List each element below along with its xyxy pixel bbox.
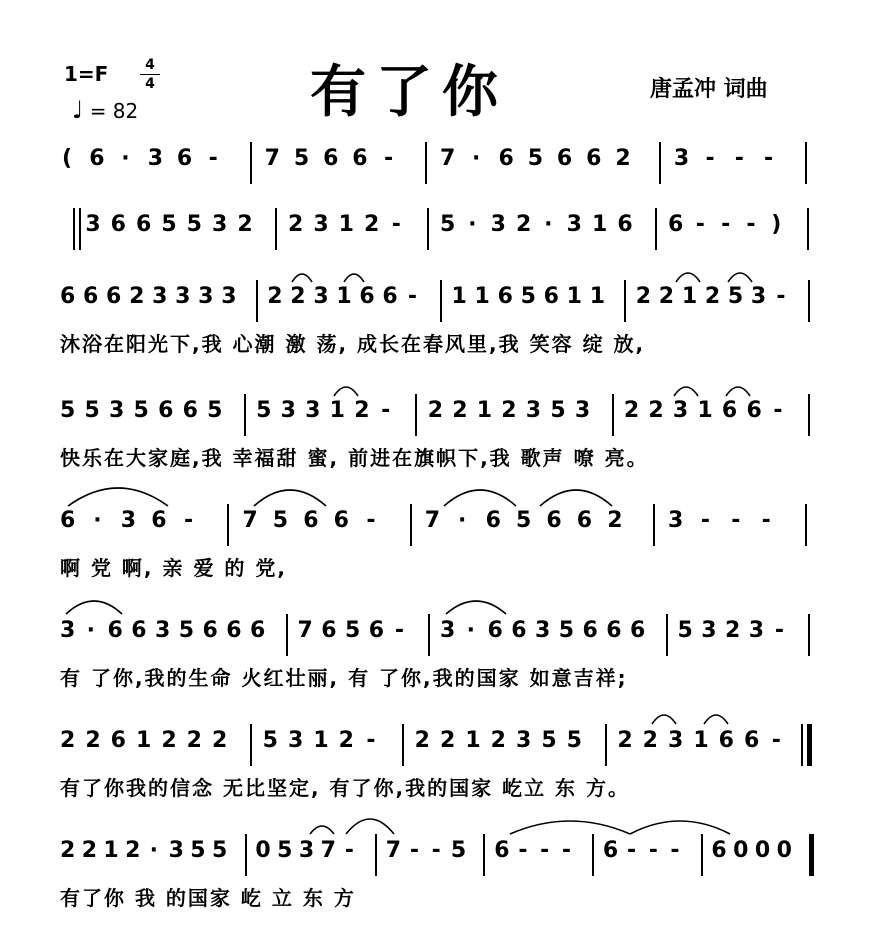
score-note: 5 xyxy=(558,618,575,643)
score-note: - xyxy=(731,508,741,533)
score-note: 2 xyxy=(635,284,652,309)
meter-top: 4 xyxy=(145,57,155,73)
score-note: 1 xyxy=(451,284,467,309)
score-note: 3 xyxy=(298,838,315,863)
score-note: - xyxy=(774,618,785,643)
score-note: 2 xyxy=(288,212,304,237)
score-note: - xyxy=(773,398,783,423)
score-note: 6 xyxy=(382,284,398,309)
score-note: 6 xyxy=(107,618,123,643)
score-note: 2 xyxy=(658,284,675,309)
score-note: 5 xyxy=(186,212,202,237)
score-note: 6 xyxy=(485,508,501,533)
score-note: 2 xyxy=(642,728,658,753)
score-note: 3 xyxy=(313,212,329,237)
score-note: 5 xyxy=(256,398,272,423)
score-note: 6 xyxy=(226,618,242,643)
score-note: · xyxy=(86,618,95,643)
score-note: 2 xyxy=(648,398,664,423)
lyric-line-6: 有 了你,我的生命 火红壮丽, 有 了你,我的国家 如意吉祥; xyxy=(60,666,628,690)
score-note: 6 xyxy=(359,284,375,309)
score-note: 5 xyxy=(262,728,278,753)
score-note: 5 xyxy=(207,398,223,423)
score-note: 2 xyxy=(125,838,141,863)
score-note: 6 xyxy=(333,508,349,533)
score-note: 1 xyxy=(476,398,493,423)
score-note: 3 xyxy=(120,508,137,533)
score-note: · xyxy=(472,146,481,171)
score-note: - xyxy=(761,508,771,533)
score-note: 7 xyxy=(385,838,402,863)
score-note: 6 xyxy=(746,398,762,423)
score-note: 3 xyxy=(574,398,591,423)
score-note: 2 xyxy=(617,728,633,753)
score-note: 7 xyxy=(424,508,441,533)
score-note: 6 xyxy=(176,146,193,171)
score-note: 3 xyxy=(566,212,582,237)
score-note: 3 xyxy=(490,212,506,237)
score-note: 6 xyxy=(368,618,385,643)
score-note: 2 xyxy=(267,284,283,309)
score-note: 2 xyxy=(725,618,741,643)
score-note: 5 xyxy=(566,728,582,753)
score-note: 0 xyxy=(776,838,792,863)
score-note: - xyxy=(746,212,756,237)
score-note: 2 xyxy=(440,728,456,753)
meter-bottom: 4 xyxy=(145,76,155,92)
score-note: 2 xyxy=(427,398,444,423)
quarter-note-icon: ♩ xyxy=(72,96,84,124)
score-note: 7 xyxy=(320,838,336,863)
score-note: - xyxy=(381,398,391,423)
score-note: · xyxy=(458,508,467,533)
score-note: 0 xyxy=(255,838,271,863)
score-note: 6 xyxy=(711,838,727,863)
score-note: 1 xyxy=(103,838,119,863)
score-note: 0 xyxy=(733,838,749,863)
score-note: 0 xyxy=(754,838,771,863)
score-note: 5 xyxy=(527,146,543,171)
score-note: 6 xyxy=(668,212,684,237)
score-note: 6 xyxy=(83,284,99,309)
score-note: 3 xyxy=(668,728,684,753)
key-signature: 1=F xyxy=(64,62,109,86)
score-note: 3 xyxy=(535,618,551,643)
score-note: - xyxy=(705,146,715,171)
score-note: 1 xyxy=(313,728,329,753)
score-note: 6 xyxy=(721,398,738,423)
score-note: 1 xyxy=(136,728,152,753)
score-note: 6 xyxy=(136,212,152,237)
score-note: - xyxy=(366,508,376,533)
score-note: · xyxy=(544,212,553,237)
score-note: - xyxy=(700,508,710,533)
score-note: 2 xyxy=(85,728,101,753)
score-note: 6 xyxy=(498,146,514,171)
score-note: - xyxy=(540,838,550,863)
score-note: 3 xyxy=(147,146,163,171)
score-note: 5 xyxy=(550,398,566,423)
score-note: 5 xyxy=(178,618,195,643)
score-note: 6 xyxy=(556,146,573,171)
tempo-value: = 82 xyxy=(89,99,139,123)
score-note: 6 xyxy=(323,146,339,171)
score-note: 6 xyxy=(202,618,218,643)
score-note: 5 xyxy=(450,838,467,863)
score-note: 1 xyxy=(681,284,698,309)
score-note: 3 xyxy=(305,398,321,423)
score-note: 7 xyxy=(242,508,258,533)
score-note: 3 xyxy=(152,284,168,309)
score-note: 3 xyxy=(313,284,329,309)
score-note: 3 xyxy=(525,398,542,423)
score-note: 2 xyxy=(212,728,228,753)
score-note: 6 xyxy=(576,508,593,533)
score-note: 2 xyxy=(290,284,306,309)
score-note: - xyxy=(409,838,419,863)
score-note: 5 xyxy=(727,284,744,309)
score-note: 6 xyxy=(494,838,510,863)
score-note: 2 xyxy=(516,212,532,237)
score-note: - xyxy=(763,146,774,171)
lyric-line-4: 快乐在大家庭,我 幸福甜 蜜, 前进在旗帜下,我 歌声 嘹 亮。 xyxy=(60,446,649,470)
score-note: 6 xyxy=(352,146,368,171)
score-note: · xyxy=(149,838,159,863)
score-note: 5 xyxy=(277,838,293,863)
score-note: · xyxy=(466,618,475,643)
lyric-line-7: 有了你我的信念 无比坚定, 有了你,我的国家 屹立 东 方。 xyxy=(60,776,631,800)
score-note: 6 xyxy=(250,618,266,643)
song-title: 有了你 xyxy=(310,60,508,125)
score-note: 5 xyxy=(677,618,693,643)
score-note: 6 xyxy=(60,508,76,533)
score-note: · xyxy=(93,508,102,533)
score-note: 3 xyxy=(168,838,184,863)
score-note: ( xyxy=(61,146,73,171)
score-note: - xyxy=(734,146,744,171)
song-author: 唐孟冲 词曲 xyxy=(650,77,768,102)
score-note: 2 xyxy=(414,728,430,753)
score-note: 2 xyxy=(501,398,517,423)
score-note: 2 xyxy=(615,146,631,171)
score-note: - xyxy=(518,838,528,863)
score-note: 2 xyxy=(186,728,202,753)
score-note: 3 xyxy=(701,618,717,643)
score-note: 1 xyxy=(329,398,345,423)
score-note: 2 xyxy=(237,212,253,237)
score-note: 6 xyxy=(718,728,734,753)
score-note: 3 xyxy=(288,728,304,753)
score-note: 6 xyxy=(602,838,619,863)
score-note: - xyxy=(776,284,786,309)
score-note: · xyxy=(468,212,477,237)
score-note: - xyxy=(208,146,218,171)
score-note: 2 xyxy=(129,284,145,309)
score-note: - xyxy=(431,838,441,863)
score-note: 1 xyxy=(592,212,608,237)
score-note: 3 xyxy=(750,284,767,309)
score-note: 6 xyxy=(321,618,337,643)
score-note: 5 xyxy=(293,146,310,171)
lyric-line-3: 沐浴在阳光下,我 心潮 激 荡, 成长在春风里,我 笑容 绽 放, xyxy=(60,332,646,356)
score-note: 6 xyxy=(110,728,126,753)
score-note: 6 xyxy=(89,146,105,171)
score-note: 2 xyxy=(607,508,623,533)
score-note: 1 xyxy=(474,284,490,309)
score-note: 1 xyxy=(338,212,354,237)
score-note: - xyxy=(695,212,705,237)
score-note: - xyxy=(394,618,405,643)
score-note: 3 xyxy=(516,728,532,753)
score-note: 2 xyxy=(161,728,177,753)
score-note: 3 xyxy=(221,284,237,309)
score-note: 6 xyxy=(110,212,126,237)
score-note: 1 xyxy=(697,398,713,423)
score-note: - xyxy=(184,508,194,533)
score-note: 3 xyxy=(109,398,125,423)
lyric-line-5: 啊 党 啊, 亲 爱 的 党, xyxy=(60,556,287,580)
score-note: 5 xyxy=(84,398,100,423)
score-note: 6 xyxy=(582,618,598,643)
score-note: 5 xyxy=(520,284,536,309)
score-note: 3 xyxy=(198,284,214,309)
score-note: - xyxy=(366,728,376,753)
score-note: 2 xyxy=(623,398,640,423)
score-note: ) xyxy=(771,212,782,237)
score-note: - xyxy=(561,838,571,863)
score-note: 6 xyxy=(60,284,76,309)
score-note: 6 xyxy=(497,284,513,309)
score-note: 7 xyxy=(264,146,280,171)
score-note: 6 xyxy=(546,508,562,533)
score-note: 1 xyxy=(589,284,605,309)
score-note: 6 xyxy=(630,618,646,643)
score-note: 6 xyxy=(511,618,527,643)
score-note: 5 xyxy=(440,212,456,237)
score-note: - xyxy=(344,838,354,863)
score-note: · xyxy=(121,146,130,171)
score-note: 1 xyxy=(566,284,582,309)
score-note: - xyxy=(721,212,731,237)
score-note: 3 xyxy=(212,212,228,237)
lyric-line-8: 有了你 我 的国家 屹 立 东 方 xyxy=(60,886,356,910)
score-note: 2 xyxy=(338,728,354,753)
score-note: 5 xyxy=(516,508,532,533)
score-note: 2 xyxy=(364,212,380,237)
score-note: 3 xyxy=(155,618,171,643)
score-note: 3 xyxy=(280,398,296,423)
score-note: 5 xyxy=(212,838,228,863)
score-note: 1 xyxy=(336,284,352,309)
score-note: 7 xyxy=(440,146,456,171)
score-note: - xyxy=(626,838,637,863)
score-note: 6 xyxy=(744,728,760,753)
score-note: 2 xyxy=(81,838,98,863)
score-note: 1 xyxy=(465,728,481,753)
score-note: 6 xyxy=(586,146,602,171)
score-note: - xyxy=(391,212,401,237)
score-note: 2 xyxy=(452,398,468,423)
score-note: 7 xyxy=(297,618,313,643)
score-note: 3 xyxy=(85,212,101,237)
score-note: 5 xyxy=(133,398,149,423)
score-note: 3 xyxy=(175,284,191,309)
score-note: - xyxy=(383,146,394,171)
score-note: 6 xyxy=(131,618,147,643)
score-note: 3 xyxy=(673,146,690,171)
score-note: 3 xyxy=(60,618,76,643)
score-note: 3 xyxy=(668,508,684,533)
score-note: - xyxy=(407,284,418,309)
score-note: 6 xyxy=(487,618,503,643)
score-note: 2 xyxy=(704,284,721,309)
score-note: 6 xyxy=(303,508,319,533)
score-note: 6 xyxy=(106,284,122,309)
score-note: 2 xyxy=(60,728,76,753)
score-note: 1 xyxy=(693,728,709,753)
score-note: 2 xyxy=(60,838,76,863)
score-note: 3 xyxy=(672,398,689,423)
score-note: - xyxy=(648,838,658,863)
score-note: 3 xyxy=(440,618,456,643)
score-note: 5 xyxy=(541,728,557,753)
score-note: 6 xyxy=(158,398,174,423)
score-note: 6 xyxy=(543,284,559,309)
score-note: 5 xyxy=(190,838,206,863)
score-note: - xyxy=(670,838,680,863)
score-note: 6 xyxy=(182,398,198,423)
score-note: 6 xyxy=(617,212,633,237)
score-note: 2 xyxy=(490,728,506,753)
score-note: 6 xyxy=(151,508,167,533)
score-note: 5 xyxy=(345,618,361,643)
score-note: 3 xyxy=(748,618,765,643)
score-note: 5 xyxy=(60,398,76,423)
score-note: 5 xyxy=(161,212,177,237)
score-note: - xyxy=(771,728,781,753)
score-note: 5 xyxy=(272,508,289,533)
score-note: 2 xyxy=(354,398,370,423)
score-note: 6 xyxy=(606,618,622,643)
